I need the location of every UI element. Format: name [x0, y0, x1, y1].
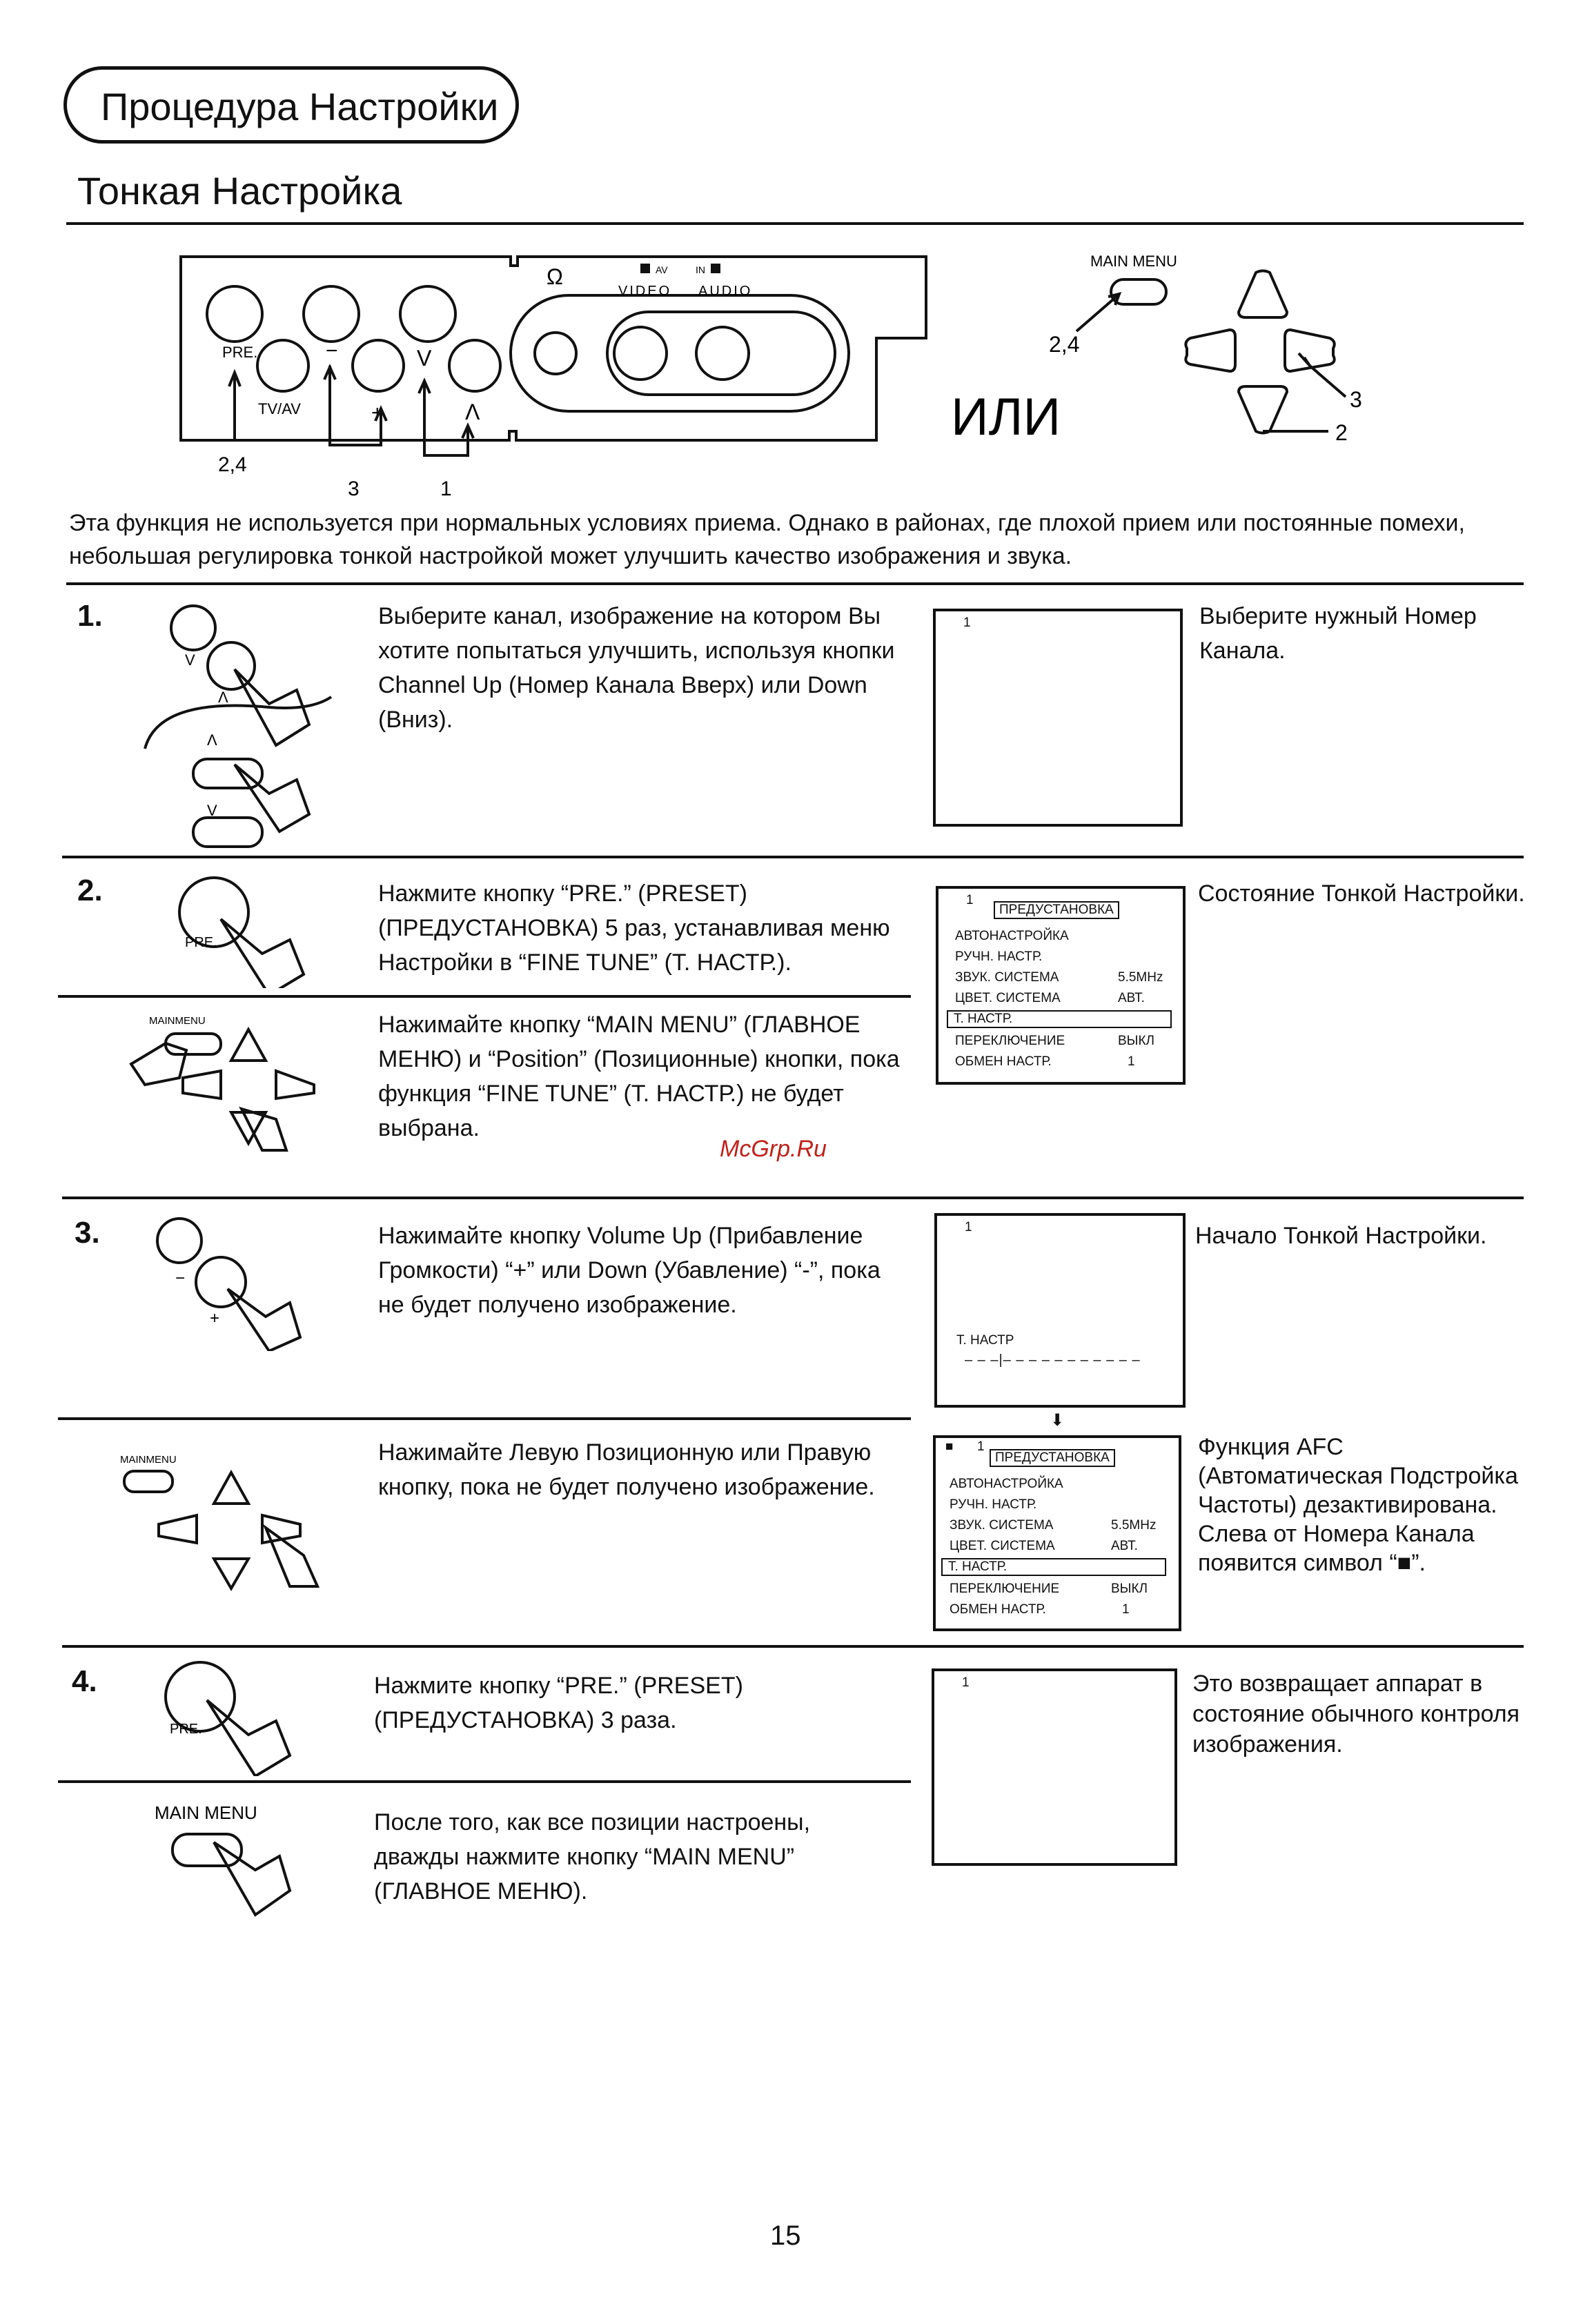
svg-text:−: − [175, 1269, 186, 1288]
panel-button [304, 286, 359, 342]
main-menu-hand-icon [152, 1801, 317, 1925]
menu-fine-tune-highlight: Т. НАСТР. [941, 1558, 1166, 1576]
menu-auto: АВТОНАСТРОЙКА [950, 1477, 1063, 1491]
volume-button [353, 340, 404, 391]
section-title: Тонкая Настройка [77, 169, 402, 213]
menu-swap-label: ОБМЕН НАСТР. [950, 1602, 1046, 1617]
headphone-jack [535, 333, 576, 374]
step1-text: Выберите канал, изображение на котором Вы хотите попытаться улучшить, используя кнопки Channel Up (Номер Канала Вверх) или Down (Вниз). [378, 603, 895, 733]
svg-text:MAINMENU: MAINMENU [149, 1015, 206, 1027]
in-label: IN [696, 264, 705, 275]
down-label: V [417, 346, 432, 371]
ref-volume: 3 [348, 477, 360, 500]
main-menu-label: MAIN MENU [1090, 253, 1177, 270]
menu-title: ПРЕДУСТАНОВКА [994, 901, 1119, 919]
tvav-label: TV/AV [258, 400, 301, 417]
pre-hand-icon [166, 871, 331, 988]
ref-right: 3 [1350, 387, 1362, 412]
menu-sound-label: ЗВУК. СИСТЕМА [950, 1518, 1054, 1533]
tvav-button [257, 340, 308, 391]
audio-label: AUDIO [698, 284, 753, 299]
step3-result-b: Функция AFC (Автоматическая Подстройка Частоты) дезактивирована. Слева от Номера Канала появится символ “■”. [1198, 1434, 1518, 1576]
page-number: 15 [770, 2220, 801, 2251]
headphone-icon: Ω [547, 264, 563, 289]
av-label: AV [656, 264, 668, 275]
svg-text:MAINMENU: MAINMENU [120, 1454, 177, 1466]
menu-swap-value: 1 [1128, 1054, 1135, 1069]
substep-divider [58, 1417, 911, 1420]
step-number: 4. [72, 1664, 97, 1698]
svg-text:V: V [185, 651, 195, 669]
fine-tune-label: Т. НАСТР [956, 1333, 1014, 1348]
svg-text:MAIN MENU: MAIN MENU [155, 1802, 257, 1823]
channel-hand-icon [138, 593, 359, 849]
svg-text:Λ: Λ [207, 731, 217, 749]
fine-tune-screen [934, 1213, 1186, 1408]
step1-result: Выберите нужный Номер Канала. [1199, 603, 1477, 664]
step-divider [62, 1197, 1524, 1199]
preset-menu-screen [936, 886, 1186, 1085]
menu-switch-label: ПЕРЕКЛЮЧЕНИЕ [950, 1582, 1060, 1596]
video-label: VIDEO [618, 284, 672, 299]
menu-switch-label: ПЕРЕКЛЮЧЕНИЕ [955, 1034, 1065, 1048]
volume-hand-icon [152, 1213, 317, 1351]
menu-sound-value: 5.5MHz [1118, 970, 1163, 985]
left-button [1186, 330, 1235, 371]
menu-auto: АВТОНАСТРОЙКА [955, 929, 1069, 943]
menu-position-hand-icon [110, 1009, 331, 1154]
audio-jack [696, 327, 749, 380]
step-divider [62, 856, 1524, 858]
menu-swap-label: ОБМЕН НАСТР. [955, 1054, 1052, 1069]
plus-label: + [371, 402, 384, 424]
svg-text:+: + [210, 1309, 220, 1328]
channel-button [449, 340, 500, 391]
menu-swap-value: 1 [1122, 1602, 1130, 1617]
or-label: ИЛИ [951, 388, 1061, 446]
step4-text: Нажмите кнопку “PRE.” (PRESET) (ПРЕДУСТАНОВКА) 3 раза. [374, 1673, 743, 1733]
step-divider [66, 582, 1524, 585]
position-hand-icon [117, 1452, 324, 1597]
panel-button [400, 286, 455, 342]
panel-button [207, 286, 262, 342]
menu-switch-value: ВЫКЛ [1111, 1582, 1148, 1596]
menu-color-label: ЦВЕТ. СИСТЕМА [950, 1539, 1055, 1553]
step4-result: Это возвращает аппарат в состояние обычного контроля изображения. [1192, 1671, 1520, 1757]
menu-sound-value: 5.5MHz [1111, 1518, 1157, 1533]
menu-switch-value: ВЫКЛ [1118, 1034, 1155, 1048]
step-number: 1. [77, 599, 103, 633]
step4-text-b: После того, как все позиции настроены, дважды нажмите кнопку “MAIN MENU” (ГЛАВНОЕ МЕНЮ). [374, 1809, 811, 1904]
down-button [1239, 386, 1287, 433]
ref-down: 2 [1335, 420, 1348, 445]
menu-manual: РУЧН. НАСТР. [955, 949, 1043, 964]
menu-sound-label: ЗВУК. СИСТЕМА [955, 970, 1059, 985]
menu-title: ПРЕДУСТАНОВКА [990, 1449, 1115, 1467]
up-button [1239, 271, 1287, 318]
page-title: Процедура Настройки [101, 85, 499, 128]
tv-screen [933, 609, 1183, 827]
svg-text:V: V [207, 802, 217, 819]
channel-number: 1 [962, 1675, 970, 1690]
step-number: 2. [77, 874, 103, 907]
ref-pre: 2,4 [218, 453, 247, 476]
front-panel-diagram [179, 248, 938, 511]
ref-menu: 2,4 [1049, 332, 1080, 357]
substep-divider [58, 1780, 911, 1783]
up-label: Λ [465, 400, 480, 424]
menu-color-label: ЦВЕТ. СИСТЕМА [955, 991, 1061, 1005]
minus-label: − [326, 339, 338, 362]
svg-text:PRE.: PRE. [185, 935, 217, 950]
preset-menu-screen-afc [933, 1435, 1181, 1631]
remote-diagram [945, 248, 1428, 469]
tv-screen [932, 1668, 1177, 1866]
video-jack [614, 327, 667, 380]
channel-number: 1 [977, 1439, 985, 1454]
menu-manual: РУЧН. НАСТР. [950, 1497, 1037, 1512]
step-number: 3. [75, 1216, 100, 1250]
channel-number: 1 [965, 1220, 972, 1234]
step3-text: Нажимайте кнопку Volume Up (Прибавление Громкости) “+” или Down (Убавление) “-”, пока не будет получено изображение. [378, 1223, 881, 1318]
step-divider [62, 1645, 1524, 1648]
pre-label: PRE. [222, 344, 258, 361]
fine-tune-bar: – – –|– – – – – – – – – – – [965, 1352, 1141, 1368]
svg-text:PRE.: PRE. [170, 1722, 202, 1737]
menu-color-value: АВТ. [1118, 991, 1145, 1005]
ref-channel: 1 [440, 477, 452, 500]
channel-number: 1 [963, 616, 971, 630]
step2-text-b: Нажимайте кнопку “MAIN MENU” (ГЛАВНОЕ МЕНЮ) и “Position” (Позиционные) кнопки, пока функция “FINE TUNE” (Т. НАСТР.) не будет выбрана. [378, 1012, 900, 1141]
watermark: McGrp.Ru [720, 1136, 827, 1162]
afc-marker: ■ [945, 1439, 954, 1454]
step2-result: Состояние Тонкой Настройки. [1198, 880, 1525, 907]
header-divider [66, 222, 1524, 225]
menu-color-value: АВТ. [1111, 1539, 1138, 1553]
svg-text:Λ: Λ [218, 689, 228, 706]
pre-hand-icon [159, 1659, 324, 1776]
step3-text-b: Нажимайте Левую Позиционную или Правую кнопку, пока не будет получено изображение. [378, 1439, 875, 1500]
step2-text: Нажмите кнопку “PRE.” (PRESET) (ПРЕДУСТАНОВКА) 5 раз, устанавливая меню Настройки в “FINE TUNE” (Т. НАСТР.). [378, 880, 890, 976]
menu-fine-tune-highlight: Т. НАСТР. [947, 1010, 1172, 1028]
substep-divider [58, 995, 911, 998]
main-menu-button [1111, 279, 1166, 304]
step3-result: Начало Тонкой Настройки. [1195, 1223, 1487, 1249]
channel-number: 1 [966, 893, 974, 907]
intro-text: Эта функция не используется при нормальных условиях приема. Однако в районах, где плохой прием или постоянные помехи, небольшая регулировка тонкой настройкой может улучшить качество изображения и звука. [69, 510, 1465, 569]
down-arrow-icon: ⬇ [1050, 1411, 1065, 1430]
